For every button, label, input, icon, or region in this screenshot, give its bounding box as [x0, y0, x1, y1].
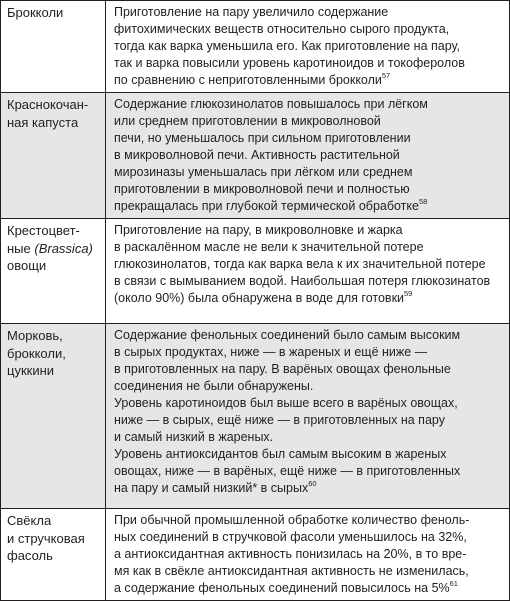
table-row — [1, 509, 510, 601]
product-name: Морковь, брокколи, цуккини — [7, 328, 66, 378]
effect-text: При обычной промышленной обработке количество феноль- ных соединений в стручковой фасоли уменьшилось на 32%, а антиоксидантная активность понизилась на 20%, в то вре- мя как в свёкле антиоксидантная активность не изменилась, а содержание фенольных соединений повысилось на 5% — [114, 513, 470, 595]
table-row — [1, 219, 510, 324]
table-row — [1, 324, 510, 509]
reference-number: 58 — [418, 197, 428, 206]
effect-cell — [106, 1, 510, 93]
effect-cell — [106, 93, 510, 219]
effect-text: Содержание фенольных соединений было самым высоким в сырых продуктах, ниже — в жареных и ещё ниже — в приготовленных на пару. В варёных овощах фенольные соединения не были обнаружены. Уровень каротиноидов был выше всего в варёных овощах, ниже — в сырых, ещё ниже — в приготовленных на пару и самый низкий в жареных. Уровень антиоксидантов был самым высоким в жареных овощах, ниже — в варёных, ещё ниже — в приготовленных на пару и самый низкий* в сырых — [114, 328, 461, 495]
effect-text: Содержание глюкозинолатов повышалось при лёгком или среднем приготовлении в микроволновой печи, но уменьшалось при сильном приготовлении в микроволновой печи. Активность растительной мирозиназы уменьшалась при лёгком или среднем приготовлении в микроволновой печи и полностью прекращалась при глубокой термической обработке — [114, 97, 428, 213]
reference-number: 59 — [404, 289, 413, 298]
product-name-line: Крестоцвет- — [7, 223, 80, 238]
product-cell — [1, 1, 106, 93]
effect-cell — [106, 509, 510, 601]
product-name: Краснокочан- ная капуста — [7, 97, 89, 130]
reference-number: 57 — [381, 71, 391, 80]
table-row — [1, 93, 510, 219]
product-cell — [1, 219, 106, 324]
effect-text: Приготовление на пару увеличило содержание фитохимических веществ относительно сырого продукта, тогда как варка уменьшила его. Как приготовление на пару, так и варка повысили уровень каротиноидов и токоферолов по сравнению с неприготовленными брокколи — [114, 5, 465, 87]
effect-cell — [106, 219, 510, 324]
reference-number: 60 — [308, 479, 317, 488]
product-cell — [1, 93, 106, 219]
product-name-line: ные — [7, 240, 35, 256]
product-cell — [1, 324, 106, 509]
product-name: Брокколи — [7, 5, 64, 20]
effect-cell — [106, 324, 510, 509]
product-name-line: овощи — [7, 258, 47, 273]
product-name-latin: (Brassica) — [34, 240, 93, 256]
product-name: Свёкла и стручковая фасоль — [7, 513, 85, 563]
product-cell — [1, 509, 106, 601]
reference-number: 61 — [449, 579, 458, 588]
table-row — [1, 1, 510, 93]
effect-text: Приготовление на пару, в микроволновке и жарка в раскалённом масле не вели к значительной потере глюкозинолатов, тогда как варка вела к их значительной потере в связи с вымыванием водой. Наибольшая потеря глюкозинатов (около 90%) была обнаружена в воде для готовки — [114, 223, 491, 305]
